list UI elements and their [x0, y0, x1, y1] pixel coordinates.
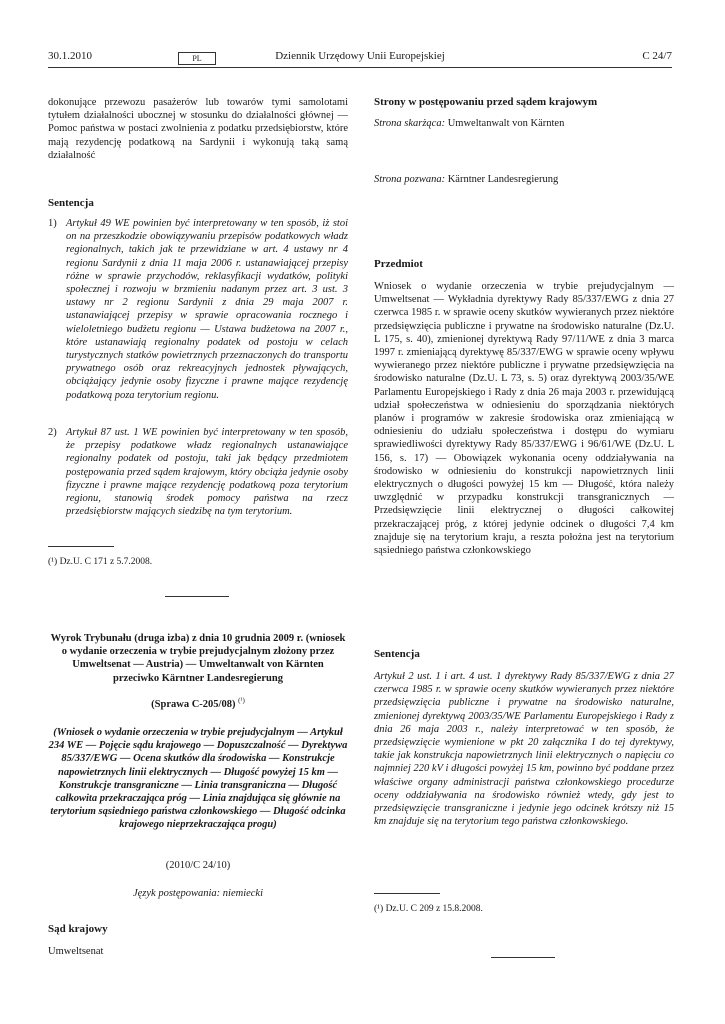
sentencja-heading-left: Sentencja	[48, 197, 94, 209]
sentencja-text-right: Artykuł 2 ust. 1 i art. 4 ust. 1 dyrektywy Rady 85/337/EWG z dnia 27 czerwca 1985 r. w sprawie oceny skutków wywieranych przez niektóre przedsięwzięcia publiczne i prywatne na środowisko naturalne, zmienionej dyrektywą 2003/35/WE Parlamentu Europejskiego i Rady z dnia 26 maja 2003 r., należy interpretować w ten sposób, że przedsięwzięcie wymienione w pkt 20 załącznika I do tej dyrektywy, takie jak konstrukcja napowietrznych linii elektrycznych o napięciu co najmniej 220 kV i długości powyżej 15 km, powinno być poddane przez właściwe organy administracji państwa członkowskiego procedurze oceny oddziaływania na środowisko również wtedy, gdy jest to przedsięwzięcie transgraniczne i jedynie jego odcinek krótszy niż 15 km znajduje się na terytorium tego państwa członkowskiego.	[374, 671, 674, 828]
court-heading: Sąd krajowy	[48, 923, 108, 935]
case-title: Wyrok Trybunału (druga izba) z dnia 10 grudnia 2009 r. (wniosek o wydanie orzeczenia w trybie prejudycjalnym złożony przez Umweltsenat — Austria) — Umweltanwalt von Kärnten przeciwko Kärntner Landesregierung	[50, 633, 346, 684]
court-name: Umweltsenat	[48, 946, 104, 957]
footnote-left	[48, 556, 152, 569]
applicant-name: Umweltanwalt von Kärnten	[447, 118, 565, 129]
footnote-rule-left	[48, 546, 114, 547]
header-rule	[48, 67, 672, 68]
defendant-name: Kärntner Landesregierung	[447, 174, 559, 185]
ruling-item-1-number: 1)	[48, 218, 57, 229]
oj-reference: (2010/C 24/10)	[165, 860, 231, 871]
case-number-text: (Sprawa C-205/08)	[151, 699, 236, 710]
footnote-left-mark: (¹)	[48, 557, 58, 567]
procedure-language: Język postępowania: niemiecki	[132, 888, 264, 899]
parties-heading: Strony w postępowaniu przed sądem krajowym	[374, 96, 598, 108]
applicant-label: Strona skarżąca:	[374, 118, 446, 129]
defendant-line	[374, 173, 558, 186]
footnote-right	[374, 903, 483, 916]
ruling-item-2-number: 2)	[48, 427, 57, 438]
language-badge: PL	[178, 52, 216, 65]
journal-title: Dziennik Urzędowy Unii Europejskiej	[275, 50, 445, 62]
subject-heading: Przedmiot	[374, 258, 423, 270]
footnote-right-text: Dz.U. C 209 z 15.8.2008.	[385, 904, 483, 914]
intro-paragraph: dokonujące przewozu pasażerów lub towarów tymi samolotami tytułem działalności ubocznej w stosunku do działalności głównej — Pomoc państwa w postaci zwolnienia z podatku przedsiębiorstw, które mają rezydencję podatkową na Sardynii i wykonują taką samą działalność	[48, 97, 348, 161]
footnote-rule-right	[374, 893, 440, 894]
case-number	[48, 698, 348, 711]
case-footnote-ref: (¹)	[238, 696, 245, 705]
section-separator-right	[491, 957, 555, 958]
ruling-item-2-text: Artykuł 87 ust. 1 WE powinien być interpretowany w ten sposób, że przepisy podatkowe władz regionalnych ustanawiające regionalny podatek od postoju, taki jak będący przedmiotem postępowania przed sądem krajowym, który obciąża jedynie osoby fizyczne i prawne mające rezydencję podatkową poza terytorium regionu, stanowią środek pomocy państwa na rzecz przedsiębiorstw mających siedzibę na tym terytorium.	[66, 427, 348, 518]
publication-date: 30.1.2010	[48, 50, 92, 62]
applicant-line	[374, 117, 564, 130]
sentencja-heading-right: Sentencja	[374, 648, 420, 660]
page-header	[48, 50, 672, 66]
case-keywords: (Wniosek o wydanie orzeczenia w trybie prejudycjalnym — Artykuł 234 WE — Pojęcie sądu krajowego — Dopuszczalność — Dyrektywa 85/337/EWG — Ocena skutków dla środowiska — Konstrukcje napowietrznych linii elektrycznych — Długość powyżej 15 km — Konstrukcje transgraniczne — Linia transgraniczna — Długość całkowita przekraczająca próg — Linia znajdująca się głównie na terytorium sąsiedniego państwa członkowskiego — Długość odcinka krajowego nieprzekraczająca progu)	[48, 727, 348, 831]
subject-text: Wniosek o wydanie orzeczenia w trybie prejudycjalnym — Umweltsenat — Wykładnia dyrektywy Rady 85/337/EWG z dnia 27 czerwca 1985 r. w sprawie oceny skutków wywieranych przez niektóre przedsięwzięcia publiczne i prywatne na środowisko naturalne (Dz.U. L 175, s. 40), zmienionej dyrektywą Rady 97/11/WE z dnia 3 marca 1997 r. zmieniającą dyrektywę 85/337/EWG w sprawie oceny wpływu wywieranego przez niektóre publiczne i prywatne przedsięwzięcia na środowisko naturalne (Dz.U. L 73, s. 5) oraz dyrektywą 2003/35/WE Parlamentu Europejskiego i Rady z dnia 26 maja 2003 r. przewidującą udział społeczeństwa w odniesieniu do sporządzania niektórych planów i programów w zakresie środowiska oraz zmieniającą w odniesieniu do udziału społeczeństwa i dostępu do wymiaru sprawiedliwości dyrektywy Rady 85/337/EWG i 96/61/WE (Dz.U. L 156, s. 17) — Obowiązek wykonania oceny oddziaływania na środowisko w odniesieniu do konstrukcji napowietrznych linii elektrycznych o długości powyżej 15 km — Długość, która należy uwzględnić w przypadku konstrukcji transgranicznych — Przedsięwzięcie linii elektrycznej o długości całkowitej przekraczającej próg, z której jedynie odcinek o długości 7,4 km znajduje się na terytorium kraju, a reszta położna jest na terytorium sąsiedniego państwa członkowskiego	[374, 281, 674, 557]
section-separator-left	[165, 596, 229, 597]
ruling-item-1-text: Artykuł 49 WE powinien być interpretowany w ten sposób, iż stoi on na przeszkodzie obowiązywaniu przepisów podatkowych władz regionalnych, takich jak te przewidziane w art. 4 ustawy nr 4 regionu Sardynii z dnia 11 maja 2006 r. ustanawiającej przepisy różne w sprawie przychodów, reklasyfikacji wydatków, polityki społecznej i rozwoju w brzmieniu nadanym przez art. 3 ust. 3 ustawy nr 2 regionu Sardynii z dnia 29 maja 2007 r. ustanawiającej przepisy w sprawie opracowania rocznego i wieloletniego budżetu regionu — Ustawa budżetowa na 2007 r., które ustanawiają regionalny podatek od postoju w celach turystycznych statków powietrznych przeznaczonych do transportu prywatnego osób oraz rekreacyjnych jednostek pływających, obciążający jedynie osoby fizyczne i prawne mające rezydencję podatkową poza terytorium regionu.	[66, 218, 348, 401]
footnote-left-text: Dz.U. C 171 z 5.7.2008.	[59, 557, 153, 567]
page-number: C 24/7	[642, 50, 672, 62]
defendant-label: Strona pozwana:	[374, 174, 446, 185]
footnote-right-mark: (¹)	[374, 904, 384, 914]
